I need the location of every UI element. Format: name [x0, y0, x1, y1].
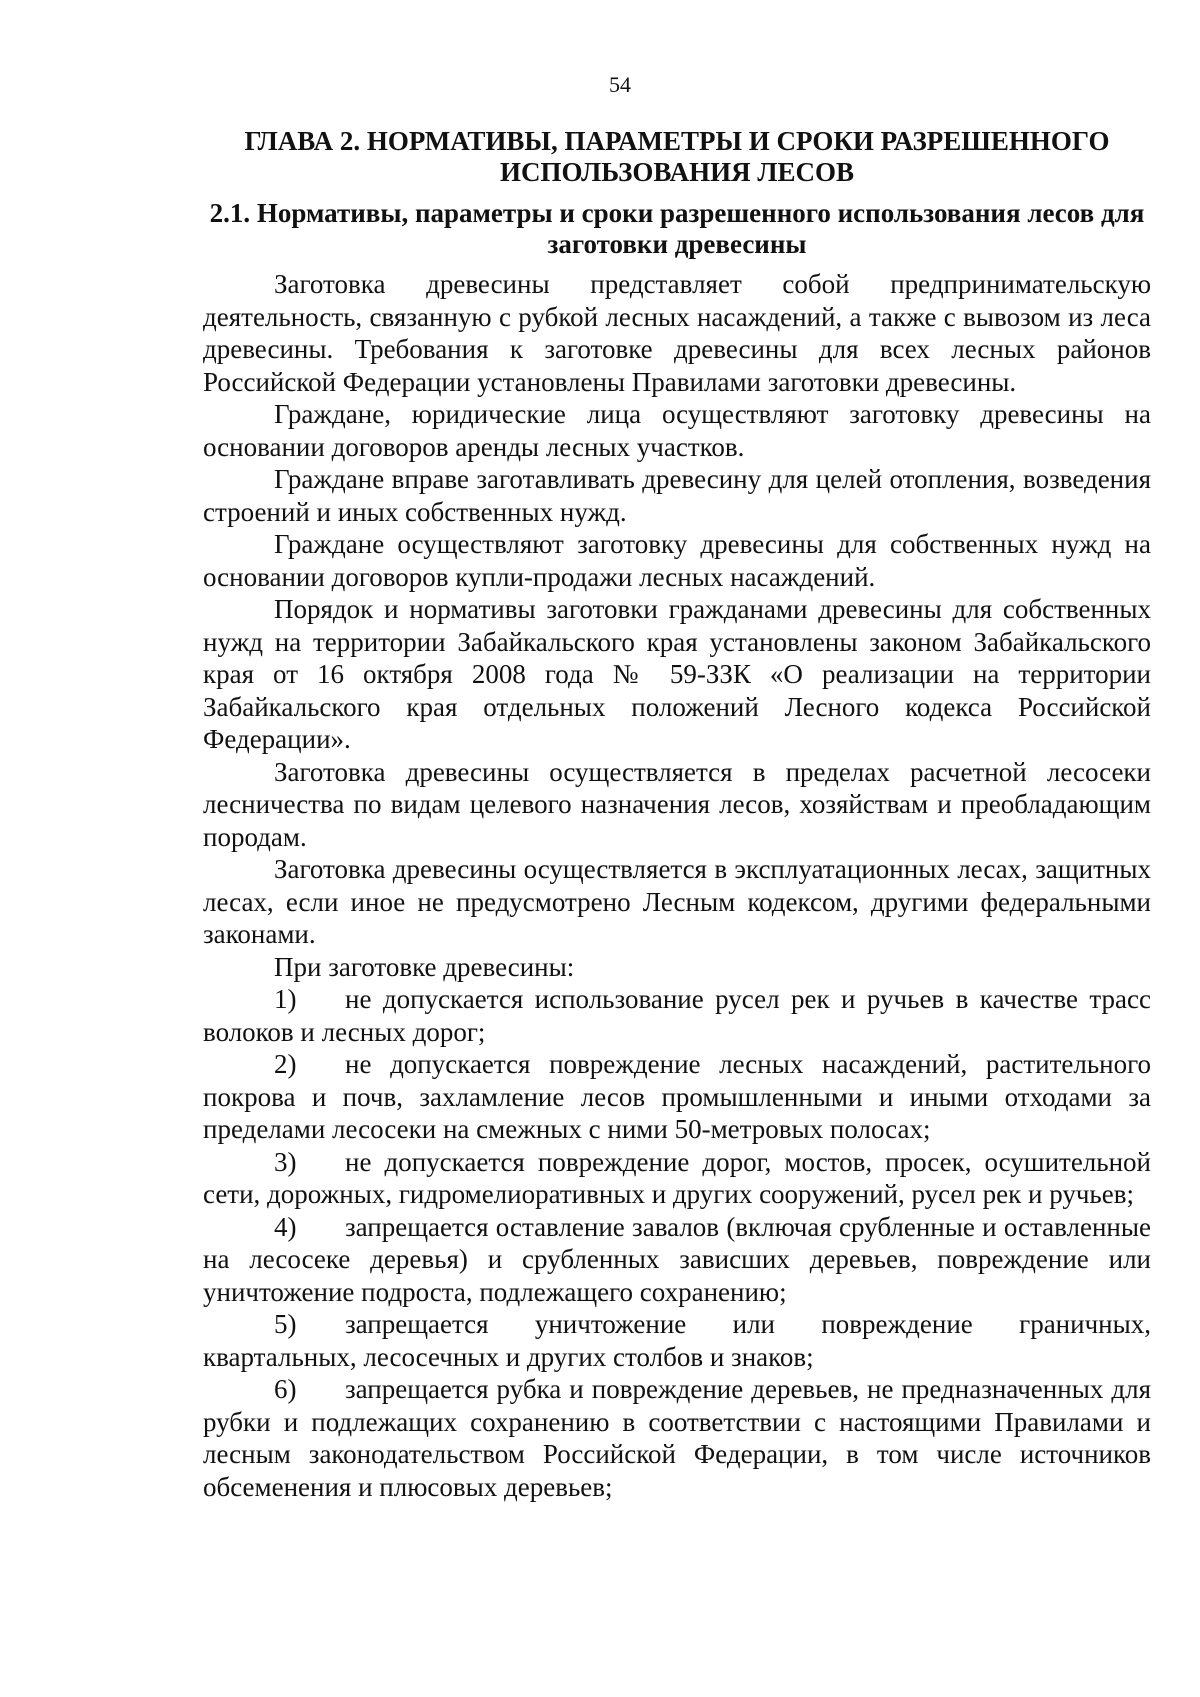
list-item-text: не допускается повреждение дорог, мостов, просек, осушительной сети, дорожных, гидромелиоративных и других сооружений, русел рек и ручьев; [203, 1146, 1151, 1209]
chapter-title: ГЛАВА 2. НОРМАТИВЫ, ПАРАМЕТРЫ И СРОКИ РАЗРЕШЕННОГО ИСПОЛЬЗОВАНИЯ ЛЕСОВ [244, 126, 1110, 187]
list-item-number: 5) [274, 1309, 297, 1339]
paragraph: Заготовка древесины представляет собой предпринимательскую деятельность, связанную с рубкой лесных насаждений, а также с вывозом из леса древесины. Требования к заготовке древесины для всех лесных районов Российской Федерации установлены Правилами заготовки древесины. [203, 269, 1151, 397]
paragraph: Заготовка древесины осуществляется в пределах расчетной лесосеки лесничества по видам целевого назначения лесов, хозяйствам и преобладающим породам. [203, 756, 1151, 852]
list-item [203, 1308, 1151, 1373]
list-item-text: запрещается уничтожение или повреждение граничных, квартальных, лесосечных и других столбов и знаков; [203, 1309, 1151, 1372]
list-item-number: 4) [274, 1211, 297, 1242]
list-item [203, 1146, 1151, 1211]
list-item [203, 1373, 1151, 1503]
paragraph: Порядок и нормативы заготовки гражданами древесины для собственных нужд на территории Забайкальского края установлены законом Забайкальского края от 16 октября 2008 года № 59-ЗЗК «О реализации на территории Забайкальского края отдельных положений Лесного кодекса Российской Федерации». [203, 594, 1151, 754]
paragraph: Граждане вправе заготавливать древесину для целей отопления, возведения строений и иных собственных нужд. [203, 464, 1151, 527]
list-item [203, 983, 1151, 1048]
list-item-number: 1) [274, 984, 297, 1014]
list-item-number: 3) [274, 1146, 297, 1177]
list-item-text: не допускается использование русел рек и ручьев в качестве трасс волоков и лесных дорог; [203, 984, 1151, 1047]
list-item [203, 1211, 1151, 1309]
page-number: 54 [609, 72, 631, 97]
paragraph: При заготовке древесины: [274, 951, 575, 982]
paragraph: Заготовка древесины осуществляется в эксплуатационных лесах, защитных лесах, если иное не предусмотрено Лесным кодексом, другими федеральными законами. [203, 854, 1151, 949]
section-title: 2.1. Нормативы, параметры и сроки разрешенного использования лесов для заготовки древесины [209, 198, 1145, 259]
paragraph: Граждане осуществляют заготовку древесины для собственных нужд на основании договоров купли-продажи лесных насаждений. [203, 529, 1151, 592]
list-item-text: запрещается оставление завалов (включая срубленные и оставленные на лесосеке деревья) и срубленных зависших деревьев, повреждение или уничтожение подроста, подлежащего сохранению; [203, 1211, 1151, 1307]
list-item-text: не допускается повреждение лесных насаждений, растительного покрова и почв, захламление лесов промышленными и иными отходами за пределами лесосеки на смежных с ними 50-метровых полосах; [203, 1049, 1151, 1144]
list-item-number: 6) [274, 1374, 297, 1404]
document-body [203, 126, 1151, 1503]
list-item-text: запрещается рубка и повреждение деревьев, не предназначенных для рубки и подлежащих сохранению в соответствии с настоящими Правилами и лесным законодательством Российской Федерации, в том числе источников обсеменения и плюсовых деревьев; [203, 1374, 1151, 1502]
list-item [203, 1048, 1151, 1146]
paragraph: Граждане, юридические лица осуществляют заготовку древесины на основании договоров аренды лесных участков. [203, 399, 1151, 462]
list-item-number: 2) [274, 1049, 297, 1079]
